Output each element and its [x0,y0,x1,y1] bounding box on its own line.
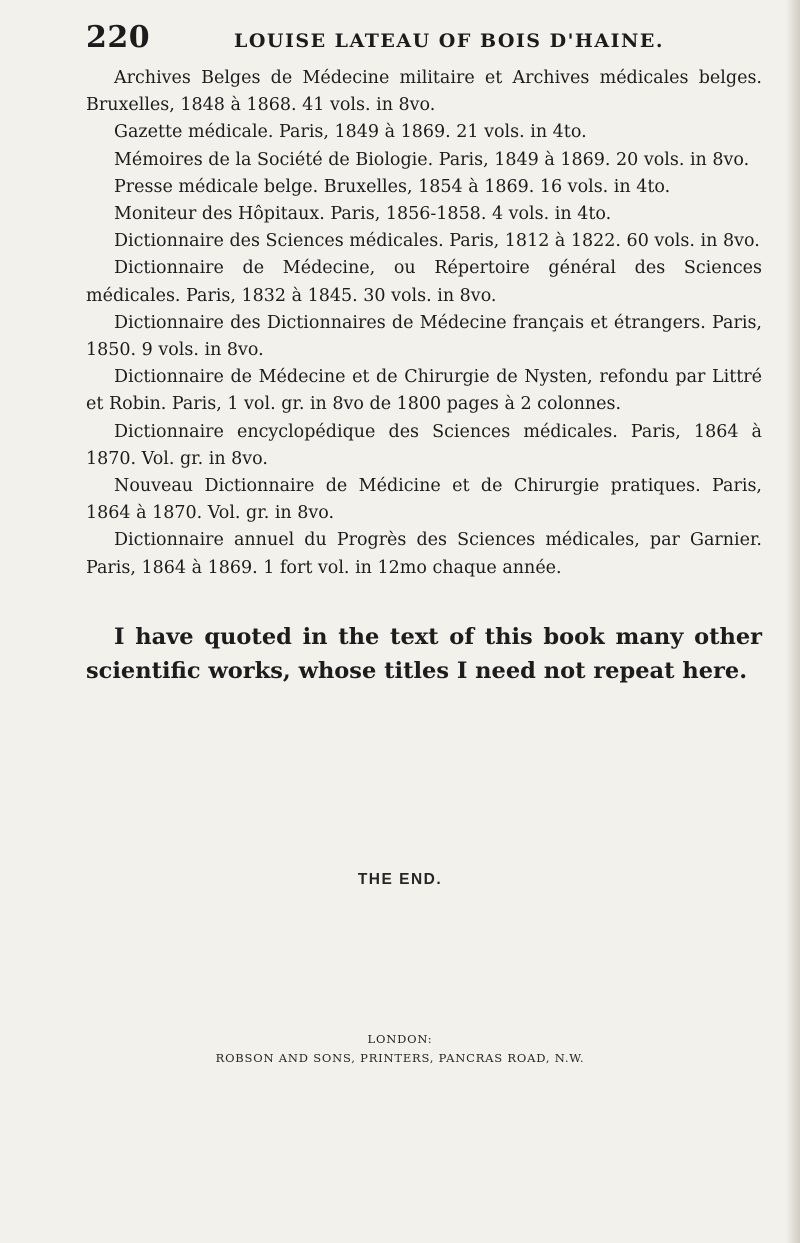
bibliography-entry: Gazette médicale. Paris, 1849 à 1869. 21 vols. in 4to. [114,122,587,143]
closing-paragraph: I have quoted in the text of this book many other scientific works, whose titles I need not repeat here. [86,624,762,684]
bibliography-entry: Dictionnaire de Médecine et de Chirurgie de Nysten, refondu par Littré et Robin. Paris, 1 vol. gr. in 8vo de 1800 pages à 2 colonnes. [86,367,762,415]
imprint-printer: ROBSON AND SONS, PRINTERS, PANCRAS ROAD, N.W. [215,1051,585,1065]
page-number: 220 [86,20,151,55]
imprint-city: LONDON: [367,1032,433,1046]
bibliography-entry: Dictionnaire de Médecine, ou Répertoire général des Sciences médicales. Paris, 1832 à 1845. 30 vols. in 8vo. [86,258,762,306]
bibliography-entry: Dictionnaire des Sciences médicales. Paris, 1812 à 1822. 60 vols. in 8vo. [114,231,760,252]
bibliography-entry: Dictionnaire annuel du Progrès des Sciences médicales, par Garnier. Paris, 1864 à 1869. 1 fort vol. in 12mo chaque année. [86,530,762,578]
page-edge-shadow [786,0,800,1243]
bibliography-entry: Dictionnaire des Dictionnaires de Médecine français et étrangers. Paris, 1850. 9 vols. in 8vo. [86,312,762,361]
the-end-heading: THE END. [357,871,443,888]
bibliography-entry: Archives Belges de Médecine militaire et Archives médicales belges. Bruxelles, 1848 à 1868. 41 vols. in 8vo. [86,68,762,116]
bibliography-list [86,65,762,582]
bibliography-entry: Nouveau Dictionnaire de Médicine et de Chirurgie pratiques. Paris, 1864 à 1870. Vol. gr. in 8vo. [86,476,762,524]
bibliography-entry: Mémoires de la Société de Biologie. Paris, 1849 à 1869. 20 vols. in 8vo. [114,149,750,170]
running-title: LOUISE LATEAU OF BOIS D'HAINE. [234,30,664,52]
bibliography-entry: Presse médicale belge. Bruxelles, 1854 à 1869. 16 vols. in 4to. [114,176,671,197]
printer-imprint [0,1030,800,1068]
bibliography-entry: Moniteur des Hôpitaux. Paris, 1856-1858. 4 vols. in 4to. [114,204,612,225]
bibliography-entry: Dictionnaire encyclopédique des Sciences médicales. Paris, 1864 à 1870. Vol. gr. in 8vo. [86,421,762,469]
page-header [86,20,766,60]
